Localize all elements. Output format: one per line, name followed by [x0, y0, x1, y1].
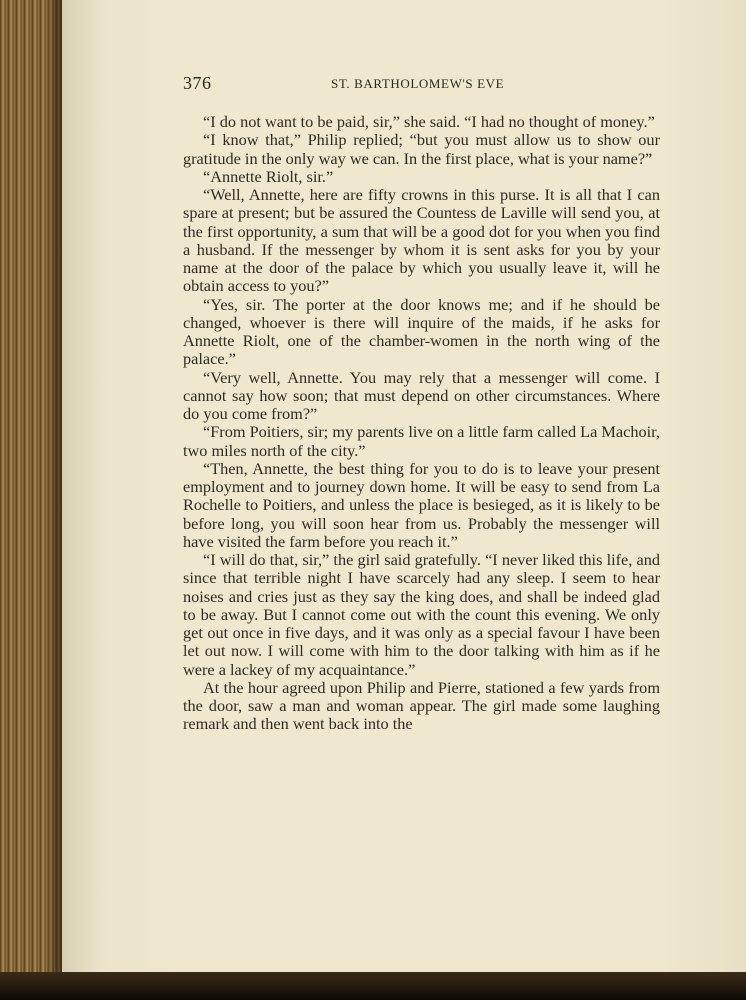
paragraph: “Then, Annette, the best thing for you to do is to leave your present employment and to journey down home. It will be easy to send from La Rochelle to Poitiers, and unless the place is besieged, as it is likely to be before long, you will soon hear from us. Probably the messenger will have visited the farm before you reach it.”	[183, 458, 660, 551]
paragraph: “Very well, Annette. You may rely that a messenger will come. I cannot say how soon; that must depend on other circumstances. Where do you come from?”	[183, 367, 660, 423]
page-header	[183, 73, 660, 95]
paragraph: “Annette Riolt, sir.”	[203, 166, 334, 186]
paragraph: “I will do that, sir,” the girl said gratefully. “I never liked this life, and since that terrible night I have scarcely had any sleep. I seem to hear noises and cries just as they say the king does, and shall be indeed glad to be away. But I cannot come out with the count this evening. We only get out once in five days, and it was only as a special favour I have been let out now. I will come with him to the door talking with him as if he were a lackey of my acquaintance.”	[183, 550, 660, 679]
paragraph: At the hour agreed upon Philip and Pierre, stationed a few yards from the door, saw a man and woman appear. The girl made some laughing remark and then went back into the	[183, 677, 660, 734]
paragraph: “I know that,” Philip replied; “but you must allow us to show our gratitude in the only way we can. In the first place, what is your name?”	[183, 130, 660, 168]
running-head: ST. BARTHOLOMEW'S EVE	[331, 76, 505, 91]
paragraph: “I do not want to be paid, sir,” she said. “I had no thought of money.”	[203, 112, 655, 131]
page-number: 376	[183, 73, 212, 93]
book-fore-edge	[0, 0, 64, 1000]
body-text	[183, 113, 660, 734]
page-bottom-shadow	[0, 972, 746, 1000]
paragraph: “Well, Annette, here are fifty crowns in this purse. It is all that I can spare at present; but be assured the Countess de Laville will send you, at the first opportunity, a sum that will be a good dot for you when you find a husband. If the messenger by whom it is sent asks for you by your name at the door of the palace by which you usually leave it, will he obtain access to you?”	[183, 185, 660, 296]
paragraph: “Yes, sir. The porter at the door knows me; and if he should be changed, whoever is there will inquire of the maids, if he asks for Annette Riolt, one of the chamber-women in the north wing of the palace.”	[183, 294, 660, 369]
paragraph: “From Poitiers, sir; my parents live on a little farm called La Machoir, two miles north of the city.”	[183, 422, 660, 460]
